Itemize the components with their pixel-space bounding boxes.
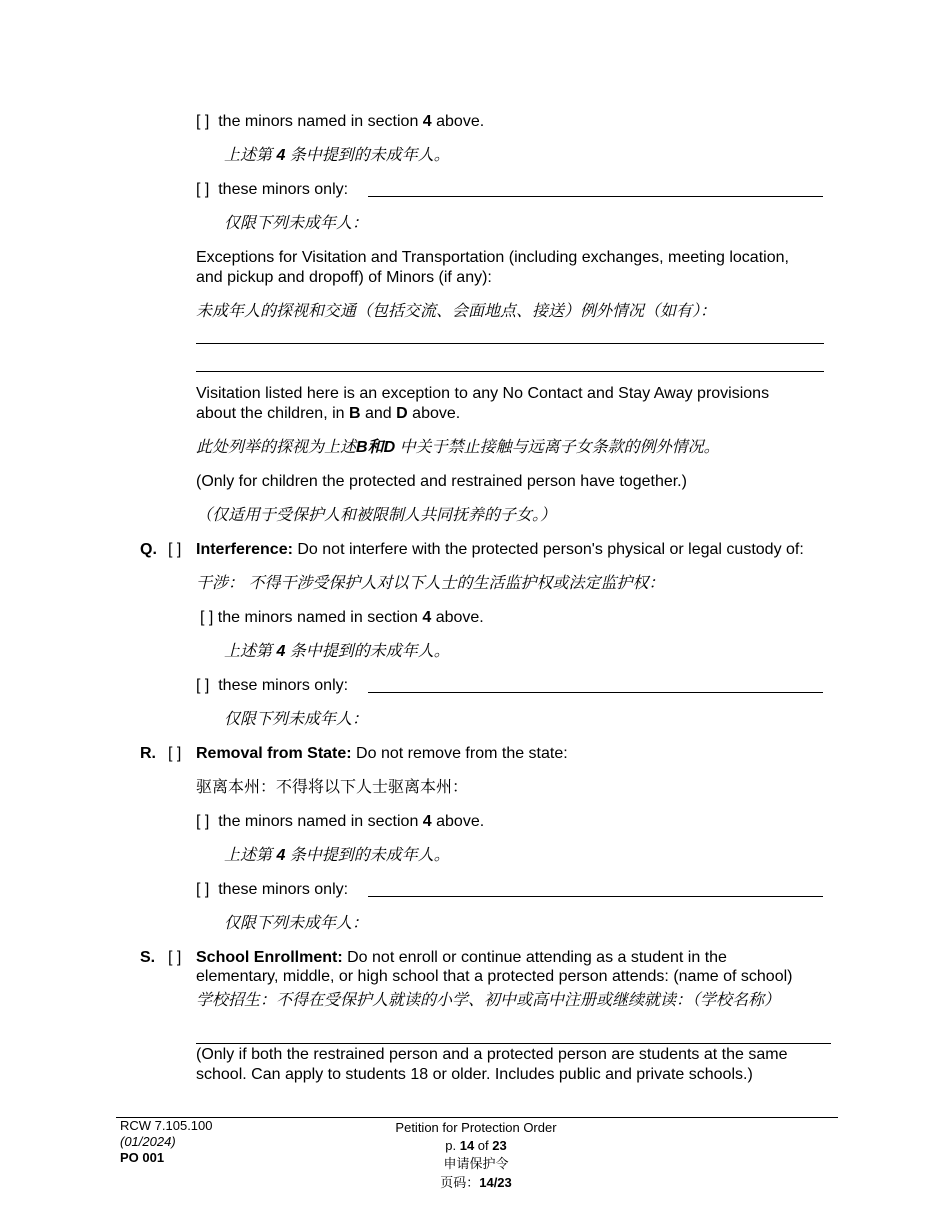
footer-divider xyxy=(116,1117,838,1118)
checkbox[interactable]: [ ] xyxy=(196,881,210,898)
section-s-letter: S. xyxy=(140,949,156,966)
footer-date: (01/2024) xyxy=(120,1134,176,1149)
checkbox[interactable]: [ ] xyxy=(196,181,210,198)
footer-page: p. 14 of 23 xyxy=(445,1138,507,1153)
exceptions-blank-2[interactable] xyxy=(196,371,824,372)
option-text: these minors only: xyxy=(218,181,349,198)
exceptions-blank-1[interactable] xyxy=(196,343,824,344)
school-name-blank[interactable] xyxy=(196,1043,831,1044)
q-these-minors-option-zh: 仅限下列未成年人： xyxy=(224,711,369,728)
r-minors-named-option-zh: 上述第 4 条中提到的未成年人。 xyxy=(224,847,450,864)
exceptions-text-2: and pickup and dropoff) of Minors (if any): xyxy=(196,269,492,286)
footer-title-zh: 申请保护令 xyxy=(443,1156,509,1171)
exceptions-text-zh: 未成年人的探视和交通（包括交流、会面地点、接送）例外情况（如有）： xyxy=(196,303,717,320)
section-s-checkbox[interactable]: [ ] xyxy=(168,949,182,966)
section-q-heading-zh: 干涉： 不得干涉受保护人对以下人士的生活监护权或法定监护权： xyxy=(196,575,665,592)
q-these-minors-option: [ ] these minors only: xyxy=(196,677,349,694)
r-these-minors-option-zh: 仅限下列未成年人： xyxy=(224,915,369,932)
section-number: 4 xyxy=(422,113,432,130)
q-these-minors-blank[interactable] xyxy=(368,692,823,693)
section-r-letter: R. xyxy=(140,745,156,762)
footer-page-zh: 页码：14/23 xyxy=(440,1175,512,1190)
section-s-title: School Enrollment: xyxy=(196,949,343,966)
section-s-heading-1: School Enrollment: Do not enroll or continue attending as a student in the xyxy=(196,949,727,966)
section-q-heading: Interference: Do not interfere with the protected person's physical or legal custody of: xyxy=(196,541,804,558)
checkbox[interactable]: [ ] xyxy=(196,813,210,830)
option-text: the minors named in section xyxy=(218,113,423,130)
checkbox[interactable]: [ ] xyxy=(196,113,210,130)
visitation-text-2: about the children, in B and D above. xyxy=(196,405,461,422)
checkbox[interactable]: [ ] xyxy=(196,677,210,694)
checkbox[interactable]: [ ] xyxy=(200,609,214,626)
section-r-heading: Removal from State: Do not remove from the state: xyxy=(196,745,568,762)
section-s-note-1: (Only if both the restrained person and a protected person are students at the same xyxy=(196,1046,788,1063)
these-minors-option xyxy=(196,180,348,200)
r-these-minors-blank[interactable] xyxy=(368,896,823,897)
section-r-checkbox[interactable]: [ ] xyxy=(168,745,182,762)
these-minors-blank[interactable] xyxy=(368,196,823,197)
q-minors-named-option-zh: 上述第 4 条中提到的未成年人。 xyxy=(224,643,450,660)
section-q-title: Interference: xyxy=(196,541,293,558)
section-q-letter: Q. xyxy=(140,541,157,558)
section-r-heading-zh: 驱离本州：不得将以下人士驱离本州： xyxy=(196,779,469,796)
q-minors-named-option: [ ] the minors named in section 4 above. xyxy=(200,609,484,626)
section-r-title: Removal from State: xyxy=(196,745,352,762)
minors-named-option-zh: 上述第 4 条中提到的未成年人。 xyxy=(224,147,450,164)
r-these-minors-option: [ ] these minors only: xyxy=(196,881,349,898)
these-minors-option-zh: 仅限下列未成年人： xyxy=(224,215,369,232)
exceptions-text-1: Exceptions for Visitation and Transportation (including exchanges, meeting location, xyxy=(196,249,789,266)
only-children-text: (Only for children the protected and restrained person have together.) xyxy=(196,473,687,490)
only-children-text-zh: （仅适用于受保护人和被限制人共同抚养的子女。） xyxy=(196,507,557,524)
footer-title: Petition for Protection Order xyxy=(395,1120,557,1135)
option-text-end: above. xyxy=(431,113,485,130)
footer-rcw: RCW 7.105.100 xyxy=(120,1118,213,1133)
visitation-text-1: Visitation listed here is an exception to any No Contact and Stay Away provisions xyxy=(196,385,770,402)
section-q-checkbox[interactable]: [ ] xyxy=(168,541,182,558)
section-s-note-2: school. Can apply to students 18 or older. Includes public and private schools.) xyxy=(196,1066,753,1083)
footer-form-no: PO 001 xyxy=(120,1150,165,1165)
section-s-heading-zh: 学校招生：不得在受保护人就读的小学、初中或高中注册或继续就读：（学校名称） xyxy=(196,992,781,1009)
minors-named-option xyxy=(196,112,484,132)
section-s-heading-2: elementary, middle, or high school that a protected person attends: (name of school) xyxy=(196,968,793,985)
visitation-text-zh: 此处列举的探视为上述B和D 中关于禁止接触与远离子女条款的例外情况。 xyxy=(196,439,720,456)
r-minors-named-option: [ ] the minors named in section 4 above. xyxy=(196,813,485,830)
